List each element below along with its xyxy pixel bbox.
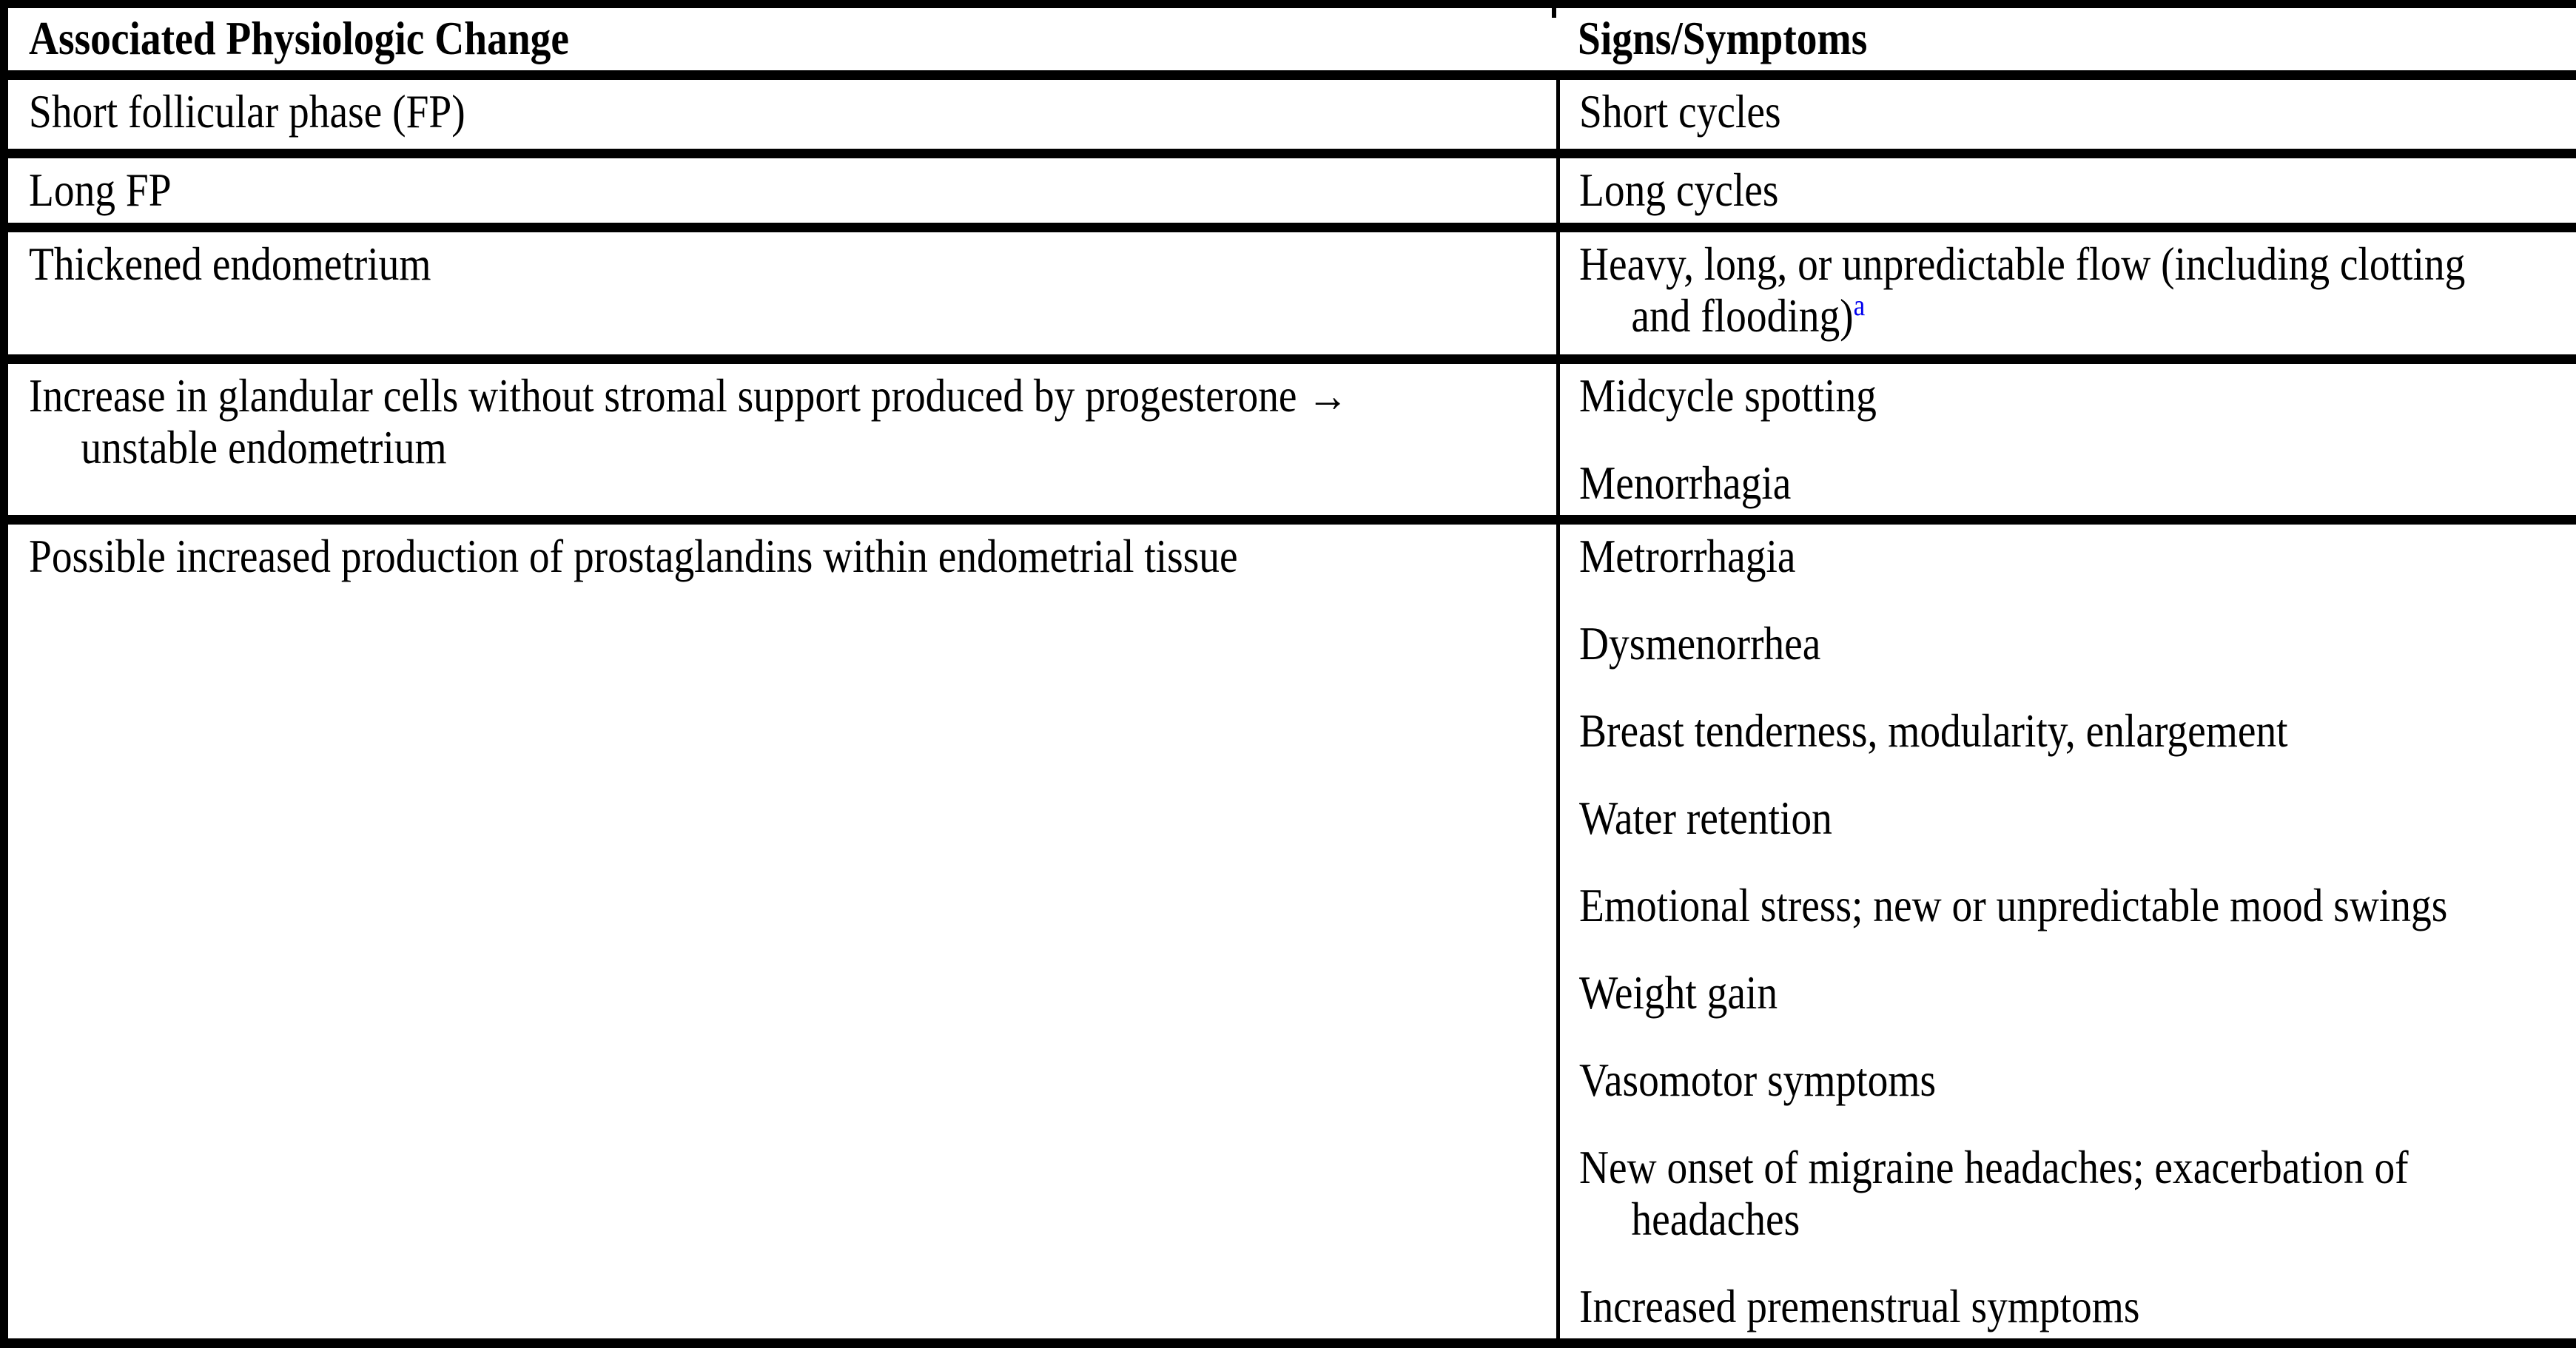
- text-line: [1579, 238, 2444, 290]
- text-line: [1579, 1193, 2444, 1245]
- physiologic-change-cell: [4, 228, 1558, 360]
- paragraph: [1579, 967, 2561, 1019]
- paragraph: [1579, 1142, 2561, 1245]
- paragraph: [1579, 880, 2561, 931]
- text-content: Long FP: [29, 164, 172, 216]
- text-content: Breast tenderness, modularity, enlargement: [1579, 705, 2288, 757]
- text-content: Heavy, long, or unpredictable flow (including clotting: [1579, 238, 2465, 290]
- symptoms-cell: [1558, 520, 2576, 1344]
- paragraph: [29, 530, 1541, 582]
- symptoms-cell: [1558, 360, 2576, 520]
- column-divider-tick: [1552, 0, 1556, 18]
- text-line: [29, 422, 1360, 474]
- text-line: [1579, 86, 2444, 138]
- text-content: Menorrhagia: [1579, 457, 1791, 509]
- symptoms-cell: [1558, 228, 2576, 360]
- paragraph: [1579, 1281, 2561, 1332]
- column-header-signs-symptoms: [1558, 4, 2576, 75]
- text-line: [29, 370, 1360, 422]
- table-header-row: [4, 4, 2576, 75]
- physiologic-change-cell: [4, 75, 1558, 154]
- physiologic-change-cell: [4, 360, 1558, 520]
- text-content: Short follicular phase (FP): [29, 86, 465, 138]
- paragraph: [1579, 164, 2561, 216]
- text-line: [1579, 967, 2444, 1019]
- paragraph: [1579, 457, 2561, 509]
- text-content: Increase in glandular cells without stromal support produced by progesterone →: [29, 370, 1348, 422]
- symptoms-cell: [1558, 75, 2576, 154]
- text-content: Metrorrhagia: [1579, 530, 1795, 582]
- text-line: [1579, 530, 2444, 582]
- text-content: Thickened endometrium: [29, 238, 431, 290]
- text-content: Possible increased production of prostaglandins within endometrial tissue: [29, 530, 1238, 582]
- text-line: [1579, 370, 2444, 422]
- paragraph: [1579, 792, 2561, 844]
- text-content: Short cycles: [1579, 86, 1781, 138]
- paragraph: [1579, 530, 2561, 582]
- symptoms-cell: [1558, 154, 2576, 228]
- paragraph: [1579, 86, 2561, 138]
- text-line: [1579, 618, 2444, 670]
- text-content: Water retention: [1579, 792, 1832, 844]
- text-content: unstable endometrium: [81, 422, 446, 474]
- text-content: Emotional stress; new or unpredictable mood swings: [1579, 880, 2447, 931]
- table-row: [4, 154, 2576, 228]
- text-content: New onset of migraine headaches; exacerbation of: [1579, 1142, 2409, 1193]
- column-header-physiologic-change: [4, 4, 1558, 75]
- text-line: [1579, 457, 2444, 509]
- text-content: Dysmenorrhea: [1579, 618, 1820, 670]
- paragraph: [1579, 705, 2561, 757]
- column-header-label: Signs/Symptoms: [1578, 13, 2444, 64]
- text-content: Long cycles: [1579, 164, 1778, 216]
- text-line: [29, 238, 1360, 290]
- text-line: [1579, 880, 2444, 931]
- text-line: [1579, 792, 2444, 844]
- text-content: headaches: [1631, 1193, 1800, 1245]
- paragraph: [29, 164, 1541, 216]
- text-line: [29, 530, 1360, 582]
- table-row: [4, 520, 2576, 1344]
- table-row: [4, 360, 2576, 520]
- table-row: [4, 75, 2576, 154]
- text-content: Weight gain: [1579, 967, 1778, 1019]
- paragraph: [29, 370, 1541, 474]
- paragraph: [1579, 1054, 2561, 1106]
- text-content: Midcycle spotting: [1579, 370, 1877, 422]
- text-line: [1579, 1281, 2444, 1332]
- table-body: [4, 75, 2576, 1344]
- text-line: [29, 86, 1360, 138]
- text-line: [1579, 1054, 2444, 1106]
- paragraph: [29, 238, 1541, 290]
- text-line: [1579, 290, 2444, 342]
- paragraph: [1579, 618, 2561, 670]
- text-line: [29, 164, 1360, 216]
- text-line: [1579, 1142, 2444, 1193]
- footnote-marker: a: [1854, 289, 1866, 322]
- physiologic-change-cell: [4, 154, 1558, 228]
- text-line: [1579, 705, 2444, 757]
- paragraph: [1579, 370, 2561, 422]
- text-content: and flooding): [1631, 290, 1853, 342]
- text-line: [1579, 164, 2444, 216]
- paragraph: [1579, 238, 2561, 342]
- column-header-label: Associated Physiologic Change: [29, 13, 1362, 64]
- physiologic-change-cell: [4, 520, 1558, 1344]
- text-content: Vasomotor symptoms: [1579, 1054, 1936, 1106]
- text-content: Increased premenstrual symptoms: [1579, 1281, 2139, 1332]
- table-row: [4, 228, 2576, 360]
- paragraph: [29, 86, 1541, 138]
